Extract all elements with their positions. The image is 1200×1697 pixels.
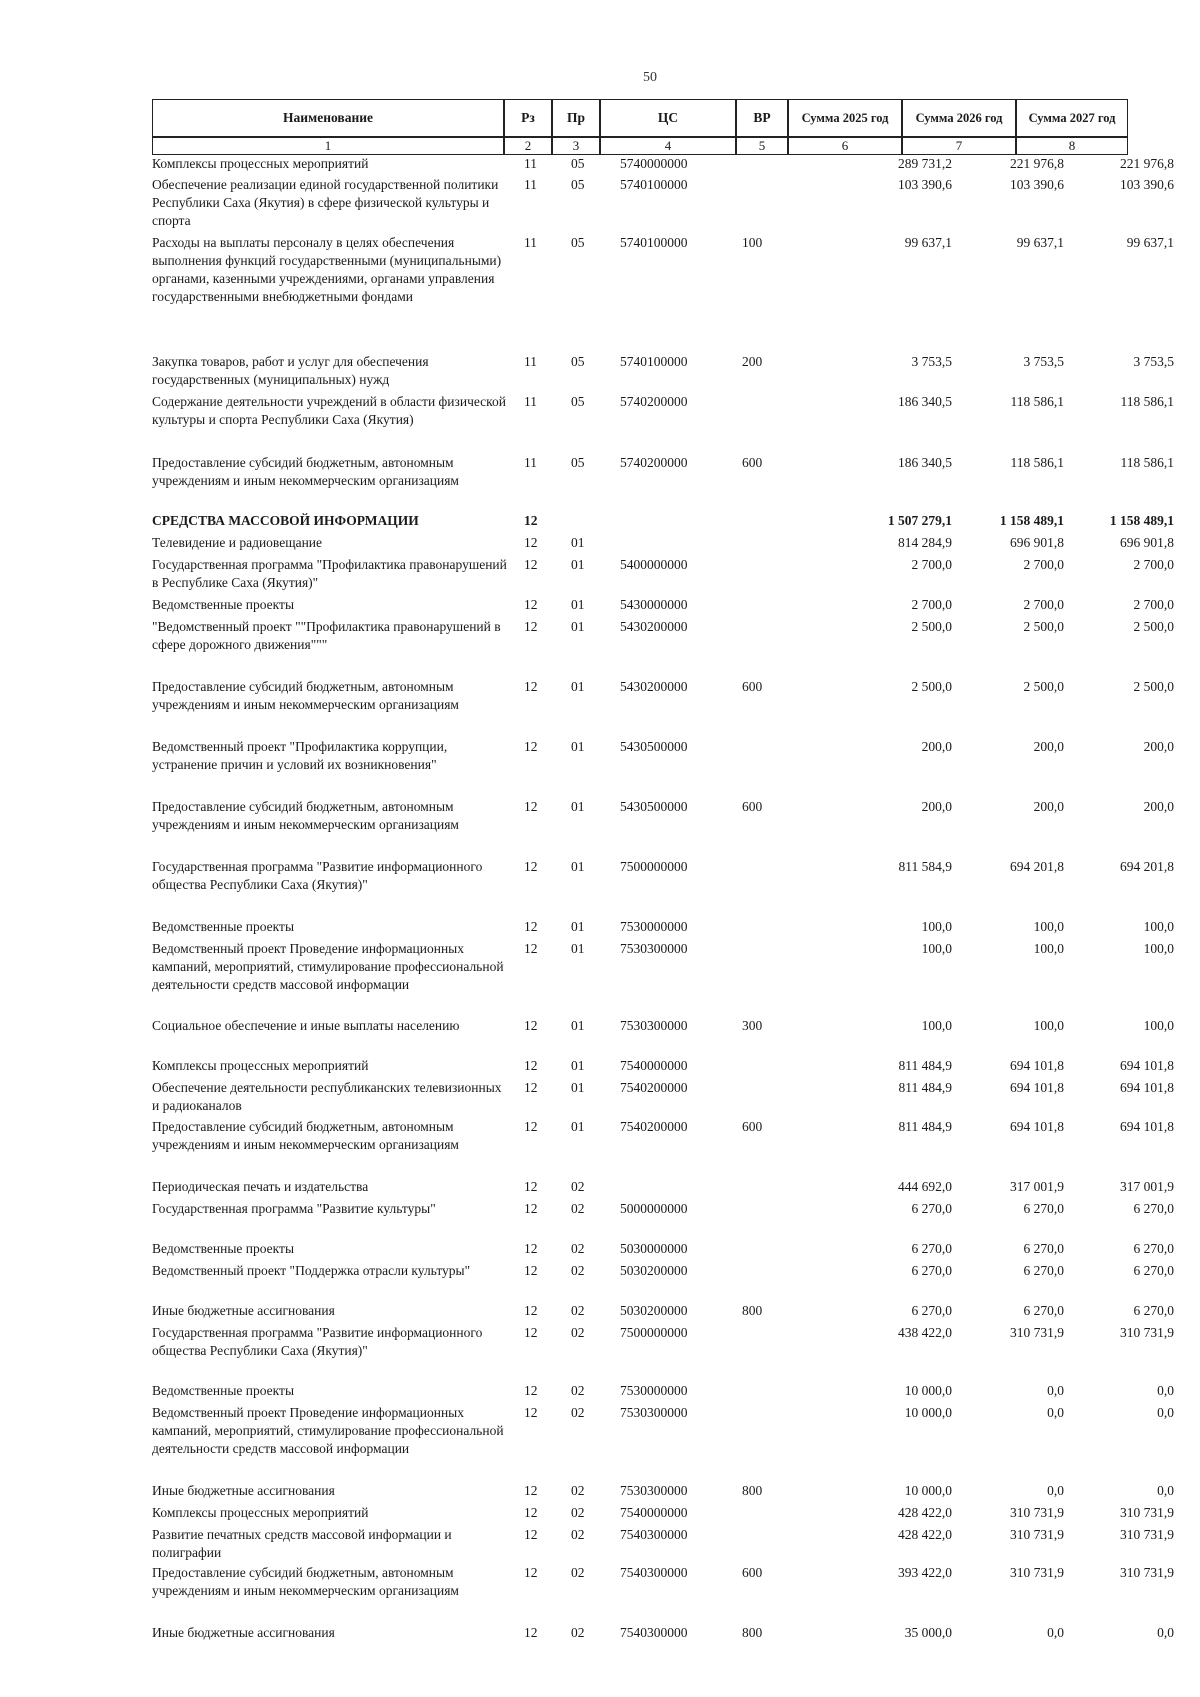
cell-s3: 310 731,9 <box>1120 1527 1174 1542</box>
cell-cs: 7540000000 <box>620 1058 688 1073</box>
cell-s3: 310 731,9 <box>1120 1505 1174 1520</box>
header-num-8: 8 <box>1016 137 1128 155</box>
cell-s2: 118 586,1 <box>1010 455 1064 470</box>
cell-cs: 7540200000 <box>620 1119 688 1134</box>
cell-pr: 01 <box>571 1119 585 1134</box>
cell-cs: 7540000000 <box>620 1505 688 1520</box>
cell-s3: 118 586,1 <box>1120 394 1174 409</box>
cell-s2: 6 270,0 <box>1023 1201 1064 1216</box>
cell-pr: 01 <box>571 557 585 572</box>
cell-name: Ведомственные проекты <box>152 1383 295 1398</box>
cell-s2: 6 270,0 <box>1023 1303 1064 1318</box>
cell-s3: 310 731,9 <box>1120 1325 1174 1340</box>
cell-pr: 02 <box>571 1505 585 1520</box>
cell-s2: 200,0 <box>1033 739 1064 754</box>
cell-s1: 6 270,0 <box>911 1201 952 1216</box>
cell-s1: 100,0 <box>921 1018 952 1033</box>
cell-rz: 12 <box>524 1505 538 1520</box>
cell-pr: 05 <box>571 235 585 250</box>
cell-pr: 01 <box>571 859 585 874</box>
page-number: 50 <box>643 70 657 85</box>
cell-name: Ведомственный проект Проведение информационных кампаний, мероприятий, стимулирование профессиональной деятельности средств массовой информации <box>152 1405 504 1456</box>
cell-s3: 0,0 <box>1157 1405 1174 1420</box>
cell-s3: 100,0 <box>1143 1018 1174 1033</box>
cell-s2: 310 731,9 <box>1010 1527 1064 1542</box>
cell-s1: 811 484,9 <box>898 1080 952 1095</box>
cell-pr: 02 <box>571 1325 585 1340</box>
cell-s3: 3 753,5 <box>1133 354 1174 369</box>
cell-name: Предоставление субсидий бюджетным, автономным учреждениям и иным некоммерческим организациям <box>152 455 459 488</box>
cell-pr: 01 <box>571 619 585 634</box>
cell-s1: 393 422,0 <box>898 1565 952 1580</box>
cell-rz: 12 <box>524 557 538 572</box>
cell-s1: 10 000,0 <box>904 1483 952 1498</box>
cell-pr: 01 <box>571 597 585 612</box>
cell-name: Ведомственные проекты <box>152 1241 295 1256</box>
cell-s2: 310 731,9 <box>1010 1505 1064 1520</box>
cell-s3: 1 158 489,1 <box>1109 513 1174 528</box>
cell-s3: 6 270,0 <box>1133 1241 1174 1256</box>
cell-s3: 103 390,6 <box>1120 177 1174 192</box>
header-sum-2026: Сумма 2026 год <box>902 99 1016 137</box>
cell-cs: 5430200000 <box>620 679 688 694</box>
header-sum-2027: Сумма 2027 год <box>1016 99 1128 137</box>
cell-rz: 12 <box>524 859 538 874</box>
cell-s2: 100,0 <box>1033 1018 1064 1033</box>
cell-name: Развитие печатных средств массовой информации и полиграфии <box>152 1527 452 1560</box>
cell-name: Государственная программа "Профилактика правонарушений в Республике Саха (Якутия)" <box>152 557 507 590</box>
cell-cs: 5030200000 <box>620 1303 688 1318</box>
cell-rz: 12 <box>524 1018 538 1033</box>
cell-rz: 12 <box>524 1263 538 1278</box>
cell-cs: 7530300000 <box>620 1405 688 1420</box>
cell-s2: 6 270,0 <box>1023 1241 1064 1256</box>
cell-rz: 12 <box>524 1483 538 1498</box>
cell-pr: 05 <box>571 455 585 470</box>
header-num-4: 4 <box>600 137 736 155</box>
cell-cs: 5740200000 <box>620 455 688 470</box>
cell-s1: 428 422,0 <box>898 1505 952 1520</box>
cell-s1: 186 340,5 <box>898 394 952 409</box>
cell-cs: 7530300000 <box>620 1018 688 1033</box>
cell-pr: 01 <box>571 535 585 550</box>
cell-s2: 118 586,1 <box>1010 394 1064 409</box>
cell-rz: 12 <box>524 1405 538 1420</box>
cell-name: Ведомственные проекты <box>152 919 295 934</box>
cell-s1: 444 692,0 <box>898 1179 952 1194</box>
cell-s2: 0,0 <box>1047 1383 1064 1398</box>
cell-s1: 3 753,5 <box>911 354 952 369</box>
cell-cs: 5430500000 <box>620 739 688 754</box>
cell-s2: 100,0 <box>1033 941 1064 956</box>
cell-s2: 200,0 <box>1033 799 1064 814</box>
cell-pr: 02 <box>571 1201 585 1216</box>
cell-rz: 11 <box>524 156 537 171</box>
cell-s2: 2 500,0 <box>1023 619 1064 634</box>
cell-cs: 7540200000 <box>620 1080 688 1095</box>
cell-s3: 317 001,9 <box>1120 1179 1174 1194</box>
cell-vr: 600 <box>742 799 763 814</box>
cell-name: Государственная программа "Развитие культуры" <box>152 1201 436 1216</box>
cell-pr: 02 <box>571 1527 585 1542</box>
cell-cs: 5430500000 <box>620 799 688 814</box>
cell-s1: 6 270,0 <box>911 1263 952 1278</box>
cell-s1: 100,0 <box>921 919 952 934</box>
cell-name: Содержание деятельности учреждений в области физической культуры и спорта Республики Саха (Якутия) <box>152 394 507 427</box>
cell-cs: 7540300000 <box>620 1625 688 1640</box>
cell-rz: 11 <box>524 455 537 470</box>
cell-s1: 428 422,0 <box>898 1527 952 1542</box>
cell-rz: 12 <box>524 597 538 612</box>
cell-name: Обеспечение деятельности республиканских телевизионных и радиоканалов <box>152 1080 502 1113</box>
cell-cs: 7540300000 <box>620 1527 688 1542</box>
header-num-6: 6 <box>788 137 902 155</box>
cell-name: Иные бюджетные ассигнования <box>152 1483 335 1498</box>
cell-s3: 100,0 <box>1143 919 1174 934</box>
header-pr: Пр <box>552 99 600 137</box>
cell-rz: 12 <box>524 1119 538 1134</box>
cell-s1: 2 500,0 <box>911 619 952 634</box>
cell-cs: 7500000000 <box>620 859 688 874</box>
cell-name: Иные бюджетные ассигнования <box>152 1303 335 1318</box>
cell-s3: 694 101,8 <box>1120 1058 1174 1073</box>
cell-rz: 12 <box>524 1058 538 1073</box>
cell-cs: 7530000000 <box>620 1383 688 1398</box>
cell-name: СРЕДСТВА МАССОВОЙ ИНФОРМАЦИИ <box>152 513 419 528</box>
cell-rz: 12 <box>524 1527 538 1542</box>
cell-s2: 317 001,9 <box>1010 1179 1064 1194</box>
cell-s1: 811 484,9 <box>898 1119 952 1134</box>
cell-cs: 7500000000 <box>620 1325 688 1340</box>
header-num-1: 1 <box>152 137 504 155</box>
cell-vr: 200 <box>742 354 763 369</box>
cell-pr: 05 <box>571 177 585 192</box>
cell-vr: 100 <box>742 235 763 250</box>
cell-pr: 01 <box>571 919 585 934</box>
cell-s1: 10 000,0 <box>904 1405 952 1420</box>
cell-name: Иные бюджетные ассигнования <box>152 1625 335 1640</box>
cell-pr: 01 <box>571 1080 585 1095</box>
cell-name: Комплексы процессных мероприятий <box>152 156 369 171</box>
header-name: Наименование <box>152 99 504 137</box>
cell-vr: 600 <box>742 1119 763 1134</box>
cell-s2: 1 158 489,1 <box>999 513 1064 528</box>
cell-s3: 6 270,0 <box>1133 1263 1174 1278</box>
cell-s2: 2 700,0 <box>1023 557 1064 572</box>
cell-s3: 200,0 <box>1143 799 1174 814</box>
cell-cs: 5740100000 <box>620 177 688 192</box>
cell-rz: 12 <box>524 739 538 754</box>
cell-rz: 12 <box>524 1179 538 1194</box>
cell-s2: 694 201,8 <box>1010 859 1064 874</box>
cell-vr: 800 <box>742 1303 763 1318</box>
cell-pr: 01 <box>571 1018 585 1033</box>
cell-name: Государственная программа "Развитие информационного общества Республики Саха (Якутия)" <box>152 859 483 892</box>
cell-s2: 6 270,0 <box>1023 1263 1064 1278</box>
header-vr: ВР <box>736 99 788 137</box>
cell-rz: 12 <box>524 513 538 528</box>
cell-s1: 200,0 <box>921 739 952 754</box>
header-num-5: 5 <box>736 137 788 155</box>
cell-rz: 12 <box>524 679 538 694</box>
cell-s2: 694 101,8 <box>1010 1080 1064 1095</box>
cell-s2: 310 731,9 <box>1010 1325 1064 1340</box>
cell-s3: 0,0 <box>1157 1483 1174 1498</box>
cell-rz: 12 <box>524 1241 538 1256</box>
cell-cs: 5430200000 <box>620 619 688 634</box>
table-header <box>152 99 1128 155</box>
cell-name: Социальное обеспечение и иные выплаты населению <box>152 1018 460 1033</box>
cell-name: Ведомственный проект "Поддержка отрасли культуры" <box>152 1263 471 1278</box>
cell-s1: 2 700,0 <box>911 557 952 572</box>
cell-s3: 2 500,0 <box>1133 679 1174 694</box>
cell-s2: 99 637,1 <box>1016 235 1064 250</box>
cell-s1: 100,0 <box>921 941 952 956</box>
cell-rz: 12 <box>524 1625 538 1640</box>
cell-s2: 100,0 <box>1033 919 1064 934</box>
cell-s1: 99 637,1 <box>904 235 952 250</box>
cell-vr: 600 <box>742 455 763 470</box>
cell-pr: 05 <box>571 354 585 369</box>
cell-name: Предоставление субсидий бюджетным, автономным учреждениям и иным некоммерческим организациям <box>152 1119 459 1152</box>
cell-rz: 12 <box>524 799 538 814</box>
cell-name: Расходы на выплаты персоналу в целях обеспечения выполнения функций государственными (муниципальными) органами, казенными учреждениями, органами управления государственными внебюджетными фондами <box>152 235 502 304</box>
cell-pr: 02 <box>571 1179 585 1194</box>
cell-s3: 0,0 <box>1157 1625 1174 1640</box>
cell-s1: 811 484,9 <box>898 1058 952 1073</box>
cell-s2: 694 101,8 <box>1010 1119 1064 1134</box>
cell-pr: 01 <box>571 1058 585 1073</box>
cell-pr: 02 <box>571 1303 585 1318</box>
cell-cs: 5030000000 <box>620 1241 688 1256</box>
cell-pr: 02 <box>571 1383 585 1398</box>
cell-s3: 6 270,0 <box>1133 1303 1174 1318</box>
cell-s1: 2 700,0 <box>911 597 952 612</box>
cell-s2: 0,0 <box>1047 1483 1064 1498</box>
cell-vr: 600 <box>742 679 763 694</box>
cell-s2: 310 731,9 <box>1010 1565 1064 1580</box>
header-num-7: 7 <box>902 137 1016 155</box>
cell-pr: 02 <box>571 1263 585 1278</box>
cell-s2: 221 976,8 <box>1010 156 1064 171</box>
cell-rz: 12 <box>524 1383 538 1398</box>
cell-name: Предоставление субсидий бюджетным, автономным учреждениям и иным некоммерческим организациям <box>152 1565 459 1598</box>
cell-s2: 3 753,5 <box>1023 354 1064 369</box>
cell-cs: 5740100000 <box>620 235 688 250</box>
cell-cs: 7530000000 <box>620 919 688 934</box>
cell-rz: 12 <box>524 1325 538 1340</box>
cell-rz: 12 <box>524 919 538 934</box>
cell-cs: 5430000000 <box>620 597 688 612</box>
cell-s2: 103 390,6 <box>1010 177 1064 192</box>
cell-pr: 01 <box>571 739 585 754</box>
cell-s1: 35 000,0 <box>904 1625 952 1640</box>
cell-name: Периодическая печать и издательства <box>152 1179 369 1194</box>
cell-vr: 800 <box>742 1625 763 1640</box>
cell-s1: 814 284,9 <box>898 535 952 550</box>
cell-pr: 01 <box>571 799 585 814</box>
header-num-2: 2 <box>504 137 552 155</box>
cell-s3: 694 101,8 <box>1120 1080 1174 1095</box>
cell-s2: 0,0 <box>1047 1625 1064 1640</box>
cell-rz: 12 <box>524 619 538 634</box>
cell-name: Комплексы процессных мероприятий <box>152 1058 369 1073</box>
cell-s1: 186 340,5 <box>898 455 952 470</box>
cell-s2: 2 500,0 <box>1023 679 1064 694</box>
cell-rz: 12 <box>524 1565 538 1580</box>
cell-rz: 11 <box>524 177 537 192</box>
cell-pr: 02 <box>571 1625 585 1640</box>
cell-cs: 5030200000 <box>620 1263 688 1278</box>
cell-name: Ведомственные проекты <box>152 597 295 612</box>
cell-s3: 221 976,8 <box>1120 156 1174 171</box>
cell-name: Закупка товаров, работ и услуг для обеспечения государственных (муниципальных) нужд <box>152 354 429 387</box>
cell-s3: 694 201,8 <box>1120 859 1174 874</box>
cell-cs: 5000000000 <box>620 1201 688 1216</box>
header-cs: ЦС <box>600 99 736 137</box>
cell-rz: 12 <box>524 1080 538 1095</box>
cell-s3: 0,0 <box>1157 1383 1174 1398</box>
cell-s3: 2 700,0 <box>1133 597 1174 612</box>
header-sum-2025: Сумма 2025 год <box>788 99 902 137</box>
cell-cs: 5740200000 <box>620 394 688 409</box>
cell-s3: 694 101,8 <box>1120 1119 1174 1134</box>
cell-s1: 289 731,2 <box>898 156 952 171</box>
cell-s2: 694 101,8 <box>1010 1058 1064 1073</box>
cell-pr: 01 <box>571 941 585 956</box>
cell-s3: 2 500,0 <box>1133 619 1174 634</box>
cell-s3: 118 586,1 <box>1120 455 1174 470</box>
cell-s1: 103 390,6 <box>898 177 952 192</box>
cell-name: Обеспечение реализации единой государственной политики Республики Саха (Якутия) в сфере физической культуры и спорта <box>152 177 499 228</box>
cell-s3: 200,0 <box>1143 739 1174 754</box>
cell-rz: 11 <box>524 354 537 369</box>
cell-name: Предоставление субсидий бюджетным, автономным учреждениям и иным некоммерческим организациям <box>152 679 459 712</box>
cell-pr: 02 <box>571 1241 585 1256</box>
cell-cs: 7530300000 <box>620 941 688 956</box>
cell-pr: 02 <box>571 1565 585 1580</box>
cell-name: Предоставление субсидий бюджетным, автономным учреждениям и иным некоммерческим организациям <box>152 799 459 832</box>
cell-s1: 2 500,0 <box>911 679 952 694</box>
cell-s1: 6 270,0 <box>911 1241 952 1256</box>
cell-pr: 02 <box>571 1483 585 1498</box>
cell-rz: 11 <box>524 394 537 409</box>
cell-cs: 5400000000 <box>620 557 688 572</box>
cell-vr: 600 <box>742 1565 763 1580</box>
cell-name: Ведомственный проект "Профилактика коррупции, устранение причин и условий их возникновения" <box>152 739 448 772</box>
cell-cs: 5740000000 <box>620 156 688 171</box>
cell-pr: 02 <box>571 1405 585 1420</box>
cell-s2: 2 700,0 <box>1023 597 1064 612</box>
cell-s1: 1 507 279,1 <box>887 513 952 528</box>
cell-rz: 12 <box>524 1303 538 1318</box>
cell-s3: 2 700,0 <box>1133 557 1174 572</box>
cell-rz: 11 <box>524 235 537 250</box>
cell-s2: 696 901,8 <box>1010 535 1064 550</box>
cell-rz: 12 <box>524 535 538 550</box>
cell-s3: 100,0 <box>1143 941 1174 956</box>
cell-name: Государственная программа "Развитие информационного общества Республики Саха (Якутия)" <box>152 1325 483 1358</box>
cell-cs: 7530300000 <box>620 1483 688 1498</box>
cell-pr: 05 <box>571 156 585 171</box>
cell-vr: 300 <box>742 1018 763 1033</box>
cell-pr: 05 <box>571 394 585 409</box>
cell-s2: 0,0 <box>1047 1405 1064 1420</box>
cell-s1: 10 000,0 <box>904 1383 952 1398</box>
header-num-3: 3 <box>552 137 600 155</box>
cell-cs: 5740100000 <box>620 354 688 369</box>
cell-cs: 7540300000 <box>620 1565 688 1580</box>
cell-pr: 01 <box>571 679 585 694</box>
cell-s1: 200,0 <box>921 799 952 814</box>
cell-name: "Ведомственный проект ""Профилактика правонарушений в сфере дорожного движения""" <box>152 619 501 652</box>
cell-s3: 310 731,9 <box>1120 1565 1174 1580</box>
cell-s1: 6 270,0 <box>911 1303 952 1318</box>
header-rz: Рз <box>504 99 552 137</box>
cell-rz: 12 <box>524 941 538 956</box>
cell-s3: 696 901,8 <box>1120 535 1174 550</box>
cell-name: Телевидение и радиовещание <box>152 535 323 550</box>
cell-vr: 800 <box>742 1483 763 1498</box>
cell-rz: 12 <box>524 1201 538 1216</box>
cell-s1: 438 422,0 <box>898 1325 952 1340</box>
cell-s1: 811 584,9 <box>898 859 952 874</box>
cell-name: Комплексы процессных мероприятий <box>152 1505 369 1520</box>
cell-s3: 6 270,0 <box>1133 1201 1174 1216</box>
cell-s3: 99 637,1 <box>1126 235 1174 250</box>
cell-name: Ведомственный проект Проведение информационных кампаний, мероприятий, стимулирование профессиональной деятельности средств массовой информации <box>152 941 504 992</box>
